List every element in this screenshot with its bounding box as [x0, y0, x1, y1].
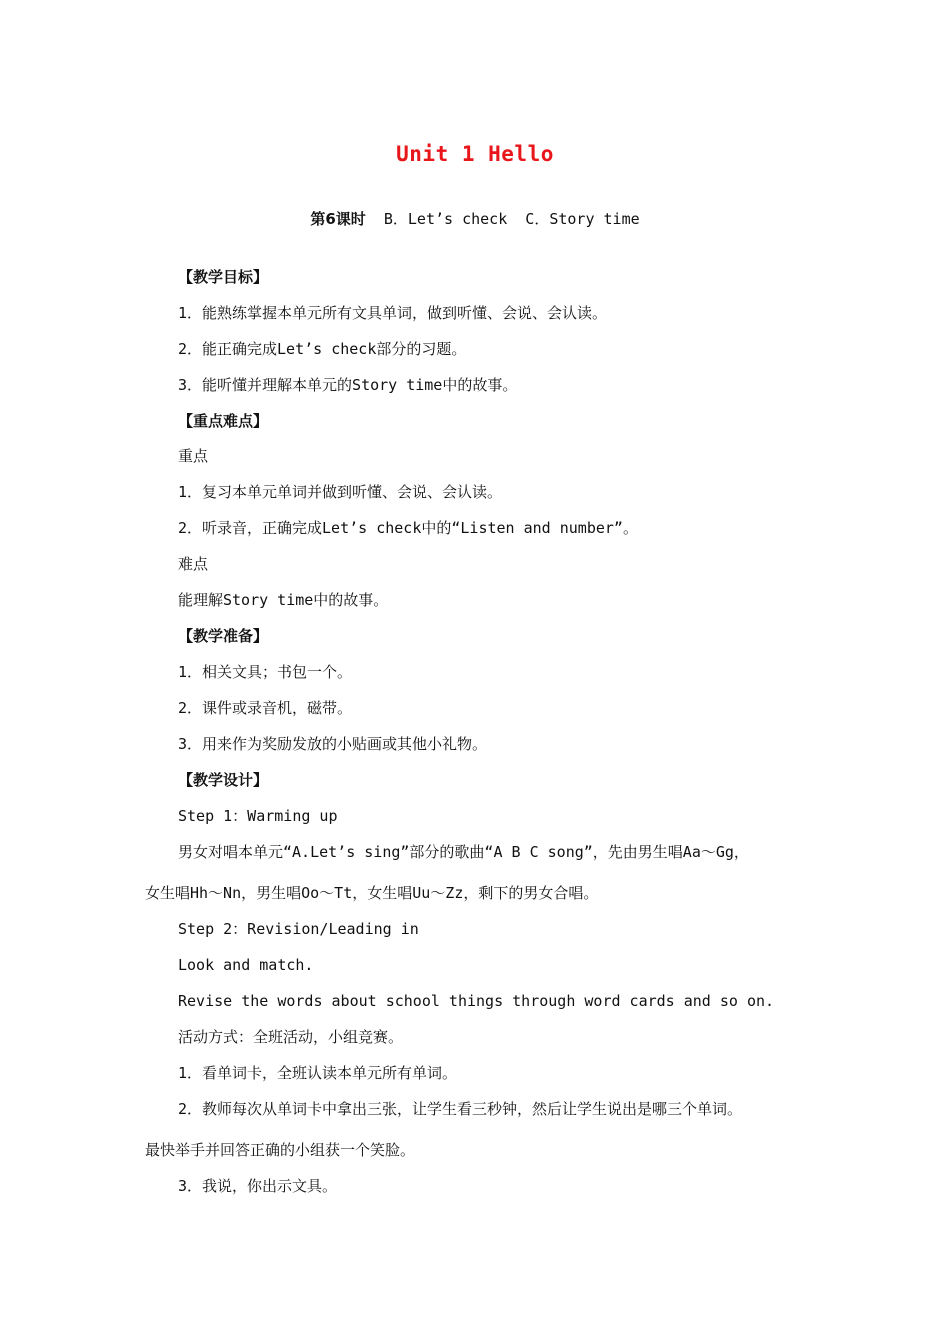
text-line: Step 1：Warming up: [178, 807, 338, 825]
lesson-number: 第6课时: [310, 210, 366, 228]
lesson-parts: B．Let’s check C．Story time: [365, 210, 640, 228]
text-line: 1．看单词卡，全班认读本单元所有单词。: [178, 1064, 458, 1082]
text-line: 2．听录音，正确完成Let’s check中的“Listen and number”。: [178, 519, 638, 537]
section-heading: 【重点难点】: [178, 412, 269, 430]
text-line: 3．我说，你出示文具。: [178, 1177, 338, 1195]
text-line: 3．能听懂并理解本单元的Story time中的故事。: [178, 376, 518, 394]
text-line: 难点: [178, 555, 209, 573]
text-line: 能理解Story time中的故事。: [178, 591, 389, 609]
text-line: 1．复习本单元单词并做到听懂、会说、会认读。: [178, 483, 503, 501]
text-line: 2．课件或录音机，磁带。: [178, 699, 353, 717]
text-line: 1．能熟练掌握本单元所有文具单词，做到听懂、会说、会认读。: [178, 304, 608, 322]
document-title: Unit 1 Hello: [396, 142, 554, 166]
text-line: 活动方式：全班活动，小组竞赛。: [178, 1028, 404, 1046]
text-line: 3．用来作为奖励发放的小贴画或其他小礼物。: [178, 735, 488, 753]
text-line: Step 2：Revision/Leading in: [178, 920, 419, 938]
lesson-subtitle: [0, 208, 950, 229]
text-line: 2．教师每次从单词卡中拿出三张，让学生看三秒钟，然后让学生说出是哪三个单词。: [178, 1100, 743, 1118]
text-line: Revise the words about school things through word cards and so on.: [178, 992, 775, 1010]
section-heading: 【教学目标】: [178, 268, 269, 286]
text-line: 2．能正确完成Let’s check部分的习题。: [178, 340, 467, 358]
text-line: Look and match.: [178, 956, 314, 974]
text-line: 1．相关文具；书包一个。: [178, 663, 353, 681]
text-line: 女生唱Hh～Nn，男生唱Oo～Tt，女生唱Uu～Zz，剩下的男女合唱。: [145, 884, 599, 902]
text-line: 男女对唱本单元“A.Let’s sing”部分的歌曲“A B C song”，先由男生唱Aa～Gg，: [178, 843, 749, 861]
text-line: 重点: [178, 447, 209, 465]
section-heading: 【教学设计】: [178, 771, 269, 789]
text-line: 最快举手并回答正确的小组获一个笑脸。: [145, 1141, 416, 1159]
section-heading: 【教学准备】: [178, 627, 269, 645]
